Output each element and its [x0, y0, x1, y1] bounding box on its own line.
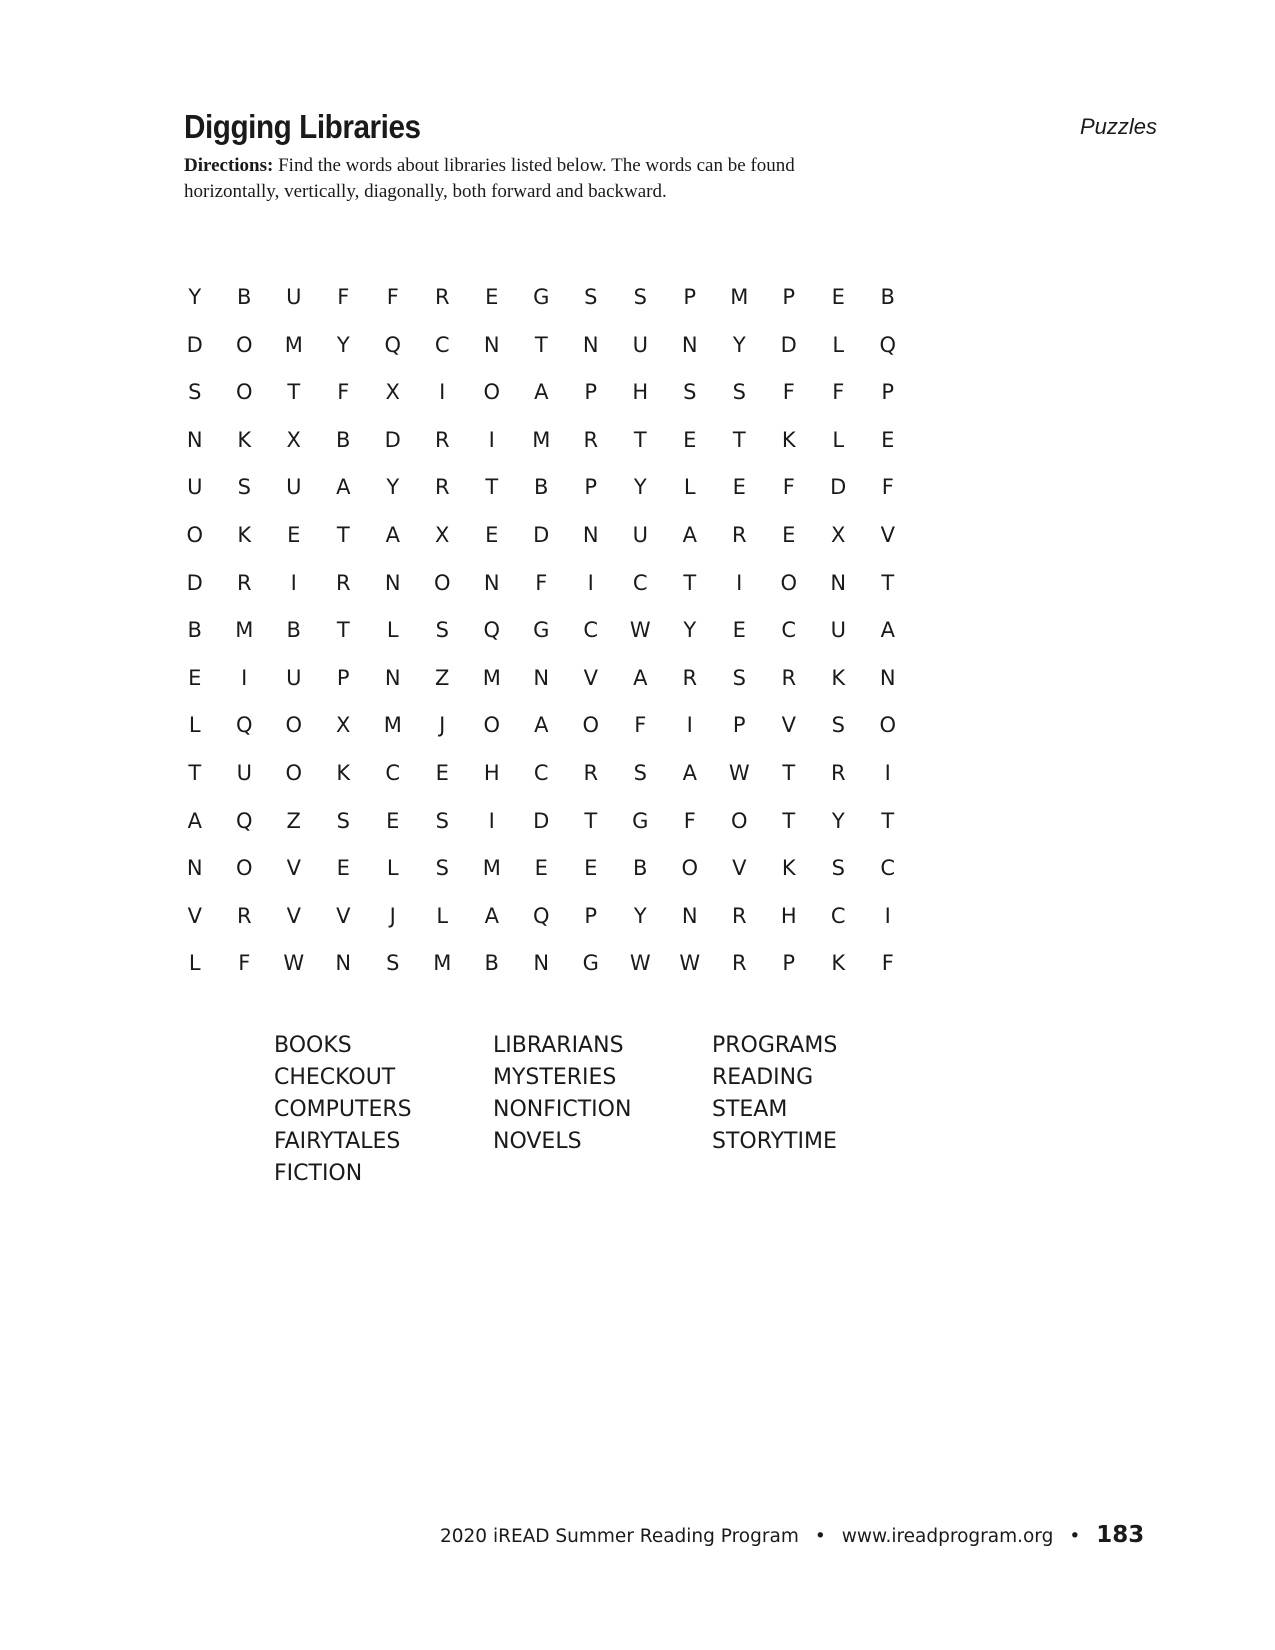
- grid-letter[interactable]: X: [336, 713, 351, 738]
- grid-letter[interactable]: O: [483, 380, 501, 405]
- grid-letter[interactable]: E: [831, 285, 845, 309]
- grid-letter[interactable]: T: [732, 427, 746, 452]
- grid-letter[interactable]: N: [879, 665, 896, 690]
- grid-letter[interactable]: E: [534, 856, 548, 881]
- grid-letter[interactable]: W: [629, 618, 651, 643]
- grid-letter[interactable]: X: [831, 522, 846, 547]
- grid-letter[interactable]: G: [533, 618, 550, 643]
- grid-letter[interactable]: R: [781, 665, 797, 690]
- word-column: [712, 1030, 912, 1190]
- grid-letter[interactable]: S: [732, 665, 746, 690]
- grid-letter[interactable]: L: [386, 856, 399, 881]
- grid-letter[interactable]: F: [881, 951, 894, 976]
- grid-letter[interactable]: T: [782, 760, 796, 785]
- word-search-grid: [170, 282, 913, 996]
- grid-letter[interactable]: O: [285, 713, 303, 738]
- grid-letter[interactable]: A: [187, 808, 202, 833]
- grid-letter[interactable]: B: [633, 856, 648, 881]
- grid-letter[interactable]: I: [241, 665, 248, 690]
- word-item: NONFICTION: [493, 1097, 632, 1122]
- grid-letter[interactable]: K: [781, 427, 796, 452]
- grid-letter[interactable]: F: [535, 570, 548, 595]
- grid-letter[interactable]: O: [235, 380, 253, 405]
- grid-letter[interactable]: O: [186, 522, 204, 547]
- grid-letter[interactable]: W: [629, 951, 651, 976]
- grid-letter[interactable]: C: [434, 332, 450, 357]
- grid-letter[interactable]: S: [435, 856, 449, 881]
- grid-letter[interactable]: A: [385, 522, 400, 547]
- grid-letter[interactable]: A: [484, 903, 499, 928]
- grid-letter[interactable]: N: [533, 665, 550, 690]
- grid-letter[interactable]: T: [188, 760, 202, 785]
- grid-letter[interactable]: W: [679, 951, 701, 976]
- grid-letter[interactable]: J: [439, 713, 446, 738]
- grid-letter[interactable]: B: [187, 618, 202, 643]
- grid-letter[interactable]: B: [237, 285, 252, 309]
- grid-letter[interactable]: Y: [831, 808, 845, 833]
- grid-letter[interactable]: I: [488, 808, 495, 833]
- grid-letter[interactable]: P: [584, 380, 598, 405]
- section-label: Puzzles: [1080, 114, 1158, 139]
- grid-letter[interactable]: O: [780, 570, 798, 595]
- grid-letter[interactable]: N: [830, 570, 847, 595]
- grid-letter[interactable]: T: [336, 618, 350, 643]
- grid-letter[interactable]: N: [681, 332, 698, 357]
- grid-letter[interactable]: G: [533, 285, 550, 309]
- grid-letter[interactable]: T: [683, 570, 697, 595]
- grid-letter[interactable]: W: [728, 760, 750, 785]
- word-item: STEAM: [712, 1097, 788, 1122]
- grid-letter[interactable]: A: [633, 665, 648, 690]
- grid-letter[interactable]: E: [386, 808, 400, 833]
- word-item: CHECKOUT: [274, 1065, 396, 1090]
- grid-letter[interactable]: M: [532, 427, 551, 452]
- grid-letter[interactable]: R: [682, 665, 698, 690]
- word-item: FAIRYTALES: [274, 1129, 401, 1154]
- grid-letter[interactable]: B: [534, 475, 549, 500]
- grid-letter[interactable]: D: [186, 332, 203, 357]
- grid-letter[interactable]: Q: [532, 903, 550, 928]
- grid-letter[interactable]: Q: [384, 332, 402, 357]
- grid-letter[interactable]: S: [188, 380, 202, 405]
- grid-letter[interactable]: Y: [386, 475, 400, 500]
- word-item: BOOKS: [274, 1033, 352, 1058]
- grid-letter[interactable]: N: [384, 570, 401, 595]
- grid-letter[interactable]: L: [188, 713, 201, 738]
- grid-letter[interactable]: V: [781, 713, 796, 738]
- grid-letter[interactable]: B: [880, 285, 895, 309]
- grid-letter[interactable]: F: [634, 713, 647, 738]
- grid-letter[interactable]: L: [683, 475, 696, 500]
- grid-letter[interactable]: M: [433, 951, 452, 976]
- grid-letter[interactable]: S: [435, 808, 449, 833]
- grid-letter[interactable]: V: [336, 903, 351, 928]
- grid-letter[interactable]: E: [485, 522, 499, 547]
- grid-letter[interactable]: Z: [286, 808, 301, 833]
- word-item: NOVELS: [493, 1129, 582, 1154]
- grid-letter[interactable]: M: [482, 665, 501, 690]
- grid-letter[interactable]: T: [584, 808, 598, 833]
- grid-letter[interactable]: D: [186, 570, 203, 595]
- footer-program: 2020 iREAD Summer Reading Program: [440, 1526, 799, 1547]
- grid-letter[interactable]: S: [683, 380, 697, 405]
- grid-letter[interactable]: N: [582, 522, 599, 547]
- word-column: [493, 1030, 712, 1190]
- grid-letter[interactable]: N: [335, 951, 352, 976]
- grid-letter[interactable]: P: [584, 903, 598, 928]
- grid-letter[interactable]: V: [583, 665, 598, 690]
- grid-letter[interactable]: S: [831, 713, 845, 738]
- grid-letter[interactable]: O: [235, 856, 253, 881]
- grid-letter[interactable]: T: [782, 808, 796, 833]
- grid-letter[interactable]: A: [682, 760, 697, 785]
- grid-letter[interactable]: I: [587, 570, 594, 595]
- word-item: COMPUTERS: [274, 1097, 412, 1122]
- grid-letter[interactable]: C: [781, 618, 797, 643]
- grid-letter[interactable]: U: [830, 618, 846, 643]
- grid-letter[interactable]: N: [186, 427, 203, 452]
- grid-letter[interactable]: Y: [633, 903, 647, 928]
- grid-letter[interactable]: Y: [732, 332, 746, 357]
- grid-letter[interactable]: K: [237, 427, 252, 452]
- grid-letter[interactable]: R: [236, 903, 252, 928]
- word-item: MYSTERIES: [493, 1065, 617, 1090]
- word-item: FICTION: [274, 1161, 363, 1186]
- grid-letter[interactable]: T: [881, 808, 895, 833]
- grid-letter[interactable]: P: [732, 713, 746, 738]
- grid-letter[interactable]: P: [584, 475, 598, 500]
- grid-letter[interactable]: O: [879, 713, 897, 738]
- grid-letter[interactable]: E: [881, 427, 895, 452]
- grid-letter[interactable]: F: [386, 285, 399, 309]
- grid-letter[interactable]: A: [682, 522, 697, 547]
- grid-letter[interactable]: D: [384, 427, 401, 452]
- grid-letter[interactable]: G: [582, 951, 599, 976]
- grid-letter[interactable]: V: [286, 903, 301, 928]
- grid-letter[interactable]: R: [583, 427, 599, 452]
- grid-letter[interactable]: S: [435, 618, 449, 643]
- grid-letter[interactable]: I: [290, 570, 297, 595]
- word-item: PROGRAMS: [712, 1033, 838, 1058]
- grid-letter[interactable]: K: [831, 665, 846, 690]
- footer-separator: •: [1069, 1526, 1081, 1547]
- grid-letter[interactable]: E: [188, 665, 202, 690]
- grid-letter[interactable]: F: [683, 808, 696, 833]
- grid-letter[interactable]: S: [633, 760, 647, 785]
- grid-letter[interactable]: Q: [235, 713, 253, 738]
- grid-letter[interactable]: L: [832, 332, 845, 357]
- grid-letter[interactable]: O: [681, 856, 699, 881]
- grid-letter[interactable]: I: [736, 570, 743, 595]
- grid-letter[interactable]: H: [632, 380, 649, 405]
- grid-letter[interactable]: N: [483, 332, 500, 357]
- grid-letter[interactable]: R: [434, 427, 450, 452]
- grid-letter[interactable]: D: [830, 475, 847, 500]
- word-list: [274, 1030, 912, 1190]
- grid-letter[interactable]: U: [286, 285, 302, 309]
- grid-letter[interactable]: F: [782, 380, 795, 405]
- grid-letter[interactable]: S: [237, 475, 251, 500]
- grid-letter[interactable]: O: [235, 332, 253, 357]
- grid-letter[interactable]: S: [732, 380, 746, 405]
- grid-letter[interactable]: U: [286, 665, 302, 690]
- grid-letter[interactable]: T: [336, 522, 350, 547]
- grid-letter[interactable]: S: [831, 856, 845, 881]
- grid-letter[interactable]: Y: [188, 285, 202, 309]
- grid-letter[interactable]: R: [583, 760, 599, 785]
- grid-letter[interactable]: B: [336, 427, 351, 452]
- grid-letter[interactable]: B: [286, 618, 301, 643]
- grid-letter[interactable]: P: [683, 285, 697, 309]
- grid-letter[interactable]: U: [286, 475, 302, 500]
- grid-letter[interactable]: I: [439, 380, 446, 405]
- grid-letter[interactable]: Q: [483, 618, 501, 643]
- grid-letter[interactable]: R: [731, 903, 747, 928]
- grid-letter[interactable]: C: [632, 570, 648, 595]
- grid-letter[interactable]: F: [832, 380, 845, 405]
- grid-letter[interactable]: R: [731, 951, 747, 976]
- grid-letter[interactable]: E: [435, 760, 449, 785]
- grid-letter[interactable]: S: [336, 808, 350, 833]
- grid-letter[interactable]: O: [730, 808, 748, 833]
- grid-letter[interactable]: V: [187, 903, 202, 928]
- page-title: Digging Libraries: [184, 108, 421, 145]
- grid-letter[interactable]: L: [386, 618, 399, 643]
- grid-letter[interactable]: N: [681, 903, 698, 928]
- grid-letter[interactable]: Y: [633, 475, 647, 500]
- grid-letter[interactable]: P: [881, 380, 895, 405]
- grid-letter[interactable]: R: [335, 570, 351, 595]
- grid-letter[interactable]: U: [236, 760, 252, 785]
- grid-letter[interactable]: R: [434, 475, 450, 500]
- grid-letter[interactable]: C: [583, 618, 599, 643]
- grid-letter[interactable]: U: [632, 522, 648, 547]
- grid-letter[interactable]: L: [436, 903, 449, 928]
- grid-letter[interactable]: M: [482, 856, 501, 881]
- grid-letter[interactable]: G: [632, 808, 649, 833]
- grid-letter[interactable]: I: [884, 903, 891, 928]
- grid-letter[interactable]: M: [383, 713, 402, 738]
- grid-letter[interactable]: F: [782, 475, 795, 500]
- grid-letter[interactable]: H: [780, 903, 797, 928]
- grid-letter[interactable]: I: [884, 760, 891, 785]
- grid-letter[interactable]: S: [584, 285, 598, 309]
- grid-letter[interactable]: S: [386, 951, 400, 976]
- grid-letter[interactable]: L: [832, 427, 845, 452]
- grid-letter[interactable]: T: [633, 427, 647, 452]
- grid-letter[interactable]: X: [435, 522, 450, 547]
- grid-letter[interactable]: N: [533, 951, 550, 976]
- grid-letter[interactable]: P: [782, 285, 796, 309]
- footer-separator: •: [814, 1526, 826, 1547]
- grid-letter[interactable]: L: [188, 951, 201, 976]
- grid-letter[interactable]: B: [484, 951, 499, 976]
- grid-letter[interactable]: O: [433, 570, 451, 595]
- grid-letter[interactable]: D: [780, 332, 797, 357]
- grid-letter[interactable]: A: [534, 713, 549, 738]
- grid-letter[interactable]: E: [584, 856, 598, 881]
- grid-letter[interactable]: I: [686, 713, 693, 738]
- grid-letter[interactable]: C: [533, 760, 549, 785]
- grid-letter[interactable]: E: [683, 427, 697, 452]
- word-item: STORYTIME: [712, 1129, 837, 1154]
- grid-letter[interactable]: M: [730, 285, 749, 309]
- grid-letter[interactable]: T: [881, 570, 895, 595]
- grid-letter[interactable]: O: [582, 713, 600, 738]
- grid-letter[interactable]: X: [385, 380, 400, 405]
- grid-letter[interactable]: U: [632, 332, 648, 357]
- grid-letter[interactable]: F: [238, 951, 251, 976]
- grid-letter[interactable]: R: [236, 570, 252, 595]
- grid-letter[interactable]: J: [389, 903, 396, 928]
- grid-letter[interactable]: N: [582, 332, 599, 357]
- grid-letter[interactable]: Y: [336, 332, 350, 357]
- directions: [184, 153, 884, 205]
- grid-letter[interactable]: D: [533, 522, 550, 547]
- grid-letter[interactable]: C: [385, 760, 401, 785]
- grid-letter[interactable]: O: [483, 713, 501, 738]
- grid-letter[interactable]: P: [336, 665, 350, 690]
- grid-letter[interactable]: K: [781, 856, 796, 881]
- grid-letter[interactable]: M: [284, 332, 303, 357]
- grid-letter[interactable]: X: [286, 427, 301, 452]
- footer-url[interactable]: www.ireadprogram.org: [841, 1526, 1054, 1547]
- grid-letter[interactable]: A: [534, 380, 549, 405]
- grid-letter[interactable]: I: [488, 427, 495, 452]
- grid-letter[interactable]: E: [485, 285, 499, 309]
- word-item: READING: [712, 1065, 814, 1090]
- grid-letter[interactable]: A: [336, 475, 351, 500]
- grid-letter[interactable]: C: [830, 903, 846, 928]
- grid-letter[interactable]: T: [534, 332, 548, 357]
- word-column: [274, 1030, 493, 1190]
- grid-letter[interactable]: V: [732, 856, 747, 881]
- grid-letter[interactable]: N: [186, 856, 203, 881]
- grid-letter[interactable]: P: [782, 951, 796, 976]
- grid-letter[interactable]: Y: [683, 618, 697, 643]
- directions-text: Find the words about libraries listed below. The words can be found horizontally, vertically, diagonally, both forward and backward.: [184, 155, 795, 202]
- grid-letter[interactable]: R: [434, 285, 450, 309]
- grid-letter[interactable]: V: [286, 856, 301, 881]
- grid-letter[interactable]: F: [881, 475, 894, 500]
- grid-letter[interactable]: Z: [435, 665, 450, 690]
- grid-letter[interactable]: N: [384, 665, 401, 690]
- page-number: 183: [1096, 1522, 1145, 1548]
- grid-letter[interactable]: W: [283, 951, 305, 976]
- grid-letter[interactable]: R: [731, 522, 747, 547]
- grid-letter[interactable]: E: [782, 522, 796, 547]
- footer: [440, 1522, 1144, 1548]
- grid-letter[interactable]: Q: [879, 332, 897, 357]
- grid-letter[interactable]: T: [485, 475, 499, 500]
- grid-letter[interactable]: K: [831, 951, 846, 976]
- grid-letter[interactable]: K: [336, 760, 351, 785]
- grid-letter[interactable]: C: [880, 856, 896, 881]
- grid-letter[interactable]: O: [285, 760, 303, 785]
- grid-letter[interactable]: D: [533, 808, 550, 833]
- directions-label: Directions:: [184, 155, 274, 176]
- grid-letter[interactable]: E: [287, 522, 301, 547]
- grid-letter[interactable]: T: [287, 380, 301, 405]
- grid-letter[interactable]: E: [336, 856, 350, 881]
- grid-letter[interactable]: Q: [235, 808, 253, 833]
- grid-letter[interactable]: F: [337, 285, 350, 309]
- grid-letter[interactable]: E: [732, 618, 746, 643]
- grid-letter[interactable]: N: [483, 570, 500, 595]
- grid-letter[interactable]: V: [880, 522, 895, 547]
- grid-letter[interactable]: R: [830, 760, 846, 785]
- grid-letter[interactable]: S: [633, 285, 647, 309]
- grid-letter[interactable]: H: [483, 760, 500, 785]
- grid-letter[interactable]: M: [235, 618, 254, 643]
- grid-letter[interactable]: F: [337, 380, 350, 405]
- grid-letter[interactable]: A: [880, 618, 895, 643]
- grid-letter[interactable]: K: [237, 522, 252, 547]
- word-item: LIBRARIANS: [493, 1033, 624, 1058]
- grid-letter[interactable]: U: [187, 475, 203, 500]
- grid-letter[interactable]: E: [732, 475, 746, 500]
